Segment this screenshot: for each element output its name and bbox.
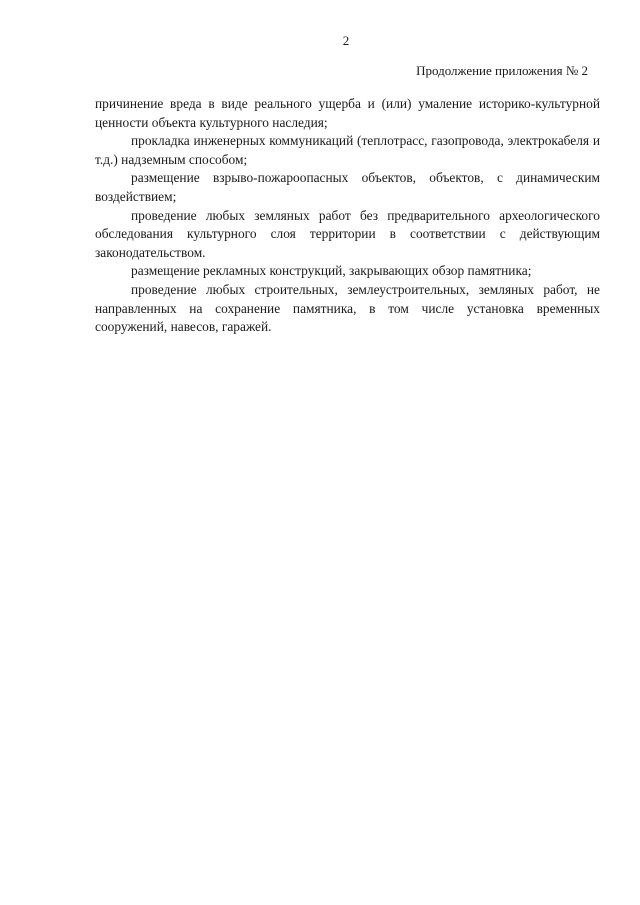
paragraph-construction-works: проведение любых строительных, землеустроительных, земляных работ, не направленных на сохранение памятника, в том числе установка временных сооружений, навесов, гаражей.: [95, 281, 600, 335]
paragraph-overground-utilities: прокладка инженерных коммуникаций (теплотрасс, газопровода, электрокабеля и т.д.) надземным способом;: [95, 133, 600, 167]
paragraph-hazardous-objects: размещение взрыво-пожароопасных объектов, объектов, с динамическим воздействием;: [95, 170, 600, 204]
document-body: [95, 95, 600, 337]
paragraph-advertising-structures: размещение рекламных конструкций, закрывающих обзор памятника;: [131, 263, 532, 279]
appendix-continuation-note: Продолжение приложения № 2: [416, 63, 588, 78]
paragraph-harm-to-heritage: причинение вреда в виде реального ущерба и (или) умаление историко-культурной ценности объекта культурного наследия;: [95, 96, 600, 130]
page-number: 2: [342, 33, 350, 48]
paragraph-earthworks-without-survey: проведение любых земляных работ без предварительного археологического обследования культурного слоя территории в соответствии с действующим законодательством.: [95, 207, 600, 260]
